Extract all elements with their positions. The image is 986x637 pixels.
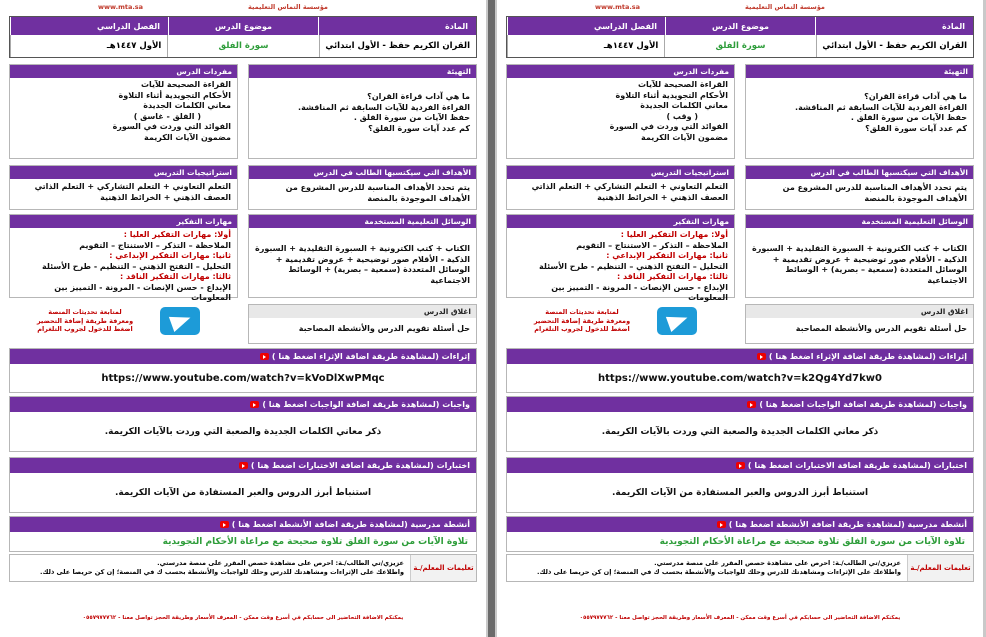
activities-section xyxy=(506,516,974,552)
intro-line: ما هي آداب قراءة القران؟ xyxy=(367,92,470,101)
tests-label: اختبارات (لمشاهدة طريقة اضافة الاختبارات اضغط هنا ) xyxy=(747,461,967,470)
enrichment-label: إثراءات (لمشاهدة طريقة اضافة الإثراء اضغط هنا ) xyxy=(768,352,967,361)
homework-label: واجبات (لمشاهدة طريقة اضافة الواجبات اضغط هنا ) xyxy=(759,400,967,409)
goals-box xyxy=(745,165,974,210)
enrichment-label: إثراءات (لمشاهدة طريقة اضافة الإثراء اضغط هنا ) xyxy=(271,352,470,361)
strategies-body: التعلم التعاوني + التعلم التشاركي + التعلم الذاتي العصف الذهني + الخرائط الذهنية xyxy=(531,182,728,202)
telegram-icon[interactable] xyxy=(160,307,200,335)
vocab-line: مضمون الآيات الكريمة xyxy=(144,132,231,142)
org-name: مؤسسة التماس التعليمية xyxy=(745,3,825,11)
tests-body: استنباط أبرز الدروس والعبر المستفادة من الآيات الكريمة. xyxy=(611,487,869,498)
goals-title: الأهداف التي سيكتسبها الطالب في الدرس xyxy=(746,166,973,179)
activities-section xyxy=(9,516,477,552)
notes-line: واطلاعك على الإثراءات ومشاهدتك للدرس وحلك للواجبات والأنشطة بحسب ك في المنصة؛ إن كن حريصا على ذلك. xyxy=(40,568,404,576)
homework-section xyxy=(9,396,477,452)
intro-title: التهيئة xyxy=(746,65,973,78)
header-topic: موضوع الدرس xyxy=(168,17,318,35)
header-subject: المادة xyxy=(318,17,476,35)
notes-line: عزيزي/تي الطالب/ـة: احرص على مشاهدة حصص المقرر على منصة مدرستي. xyxy=(157,559,404,567)
thinking-heading: ثانيا: مهارات التفكير الإبداعي : xyxy=(606,251,728,260)
term-value: الأول ١٤٤٧هـ xyxy=(10,35,167,57)
lesson-page xyxy=(497,0,983,637)
subject-value: القران الكريم حفظ - الأول ابتدائي xyxy=(319,35,476,57)
tests-body: استنباط أبرز الدروس والعبر المستفادة من الآيات الكريمة. xyxy=(114,487,372,498)
thinking-line: التحليل – التفتح الذهني – التنظيم - طرح الأسئلة xyxy=(42,261,231,271)
close-box xyxy=(745,304,974,344)
tests-label: اختبارات (لمشاهدة طريقة اضافة الاختبارات اضغط هنا ) xyxy=(250,461,470,470)
vocab-line: القراءة الصحيحة للآيات xyxy=(637,80,728,89)
vocab-line: الفوائد التي وردت في السورة xyxy=(112,122,231,131)
footer-text: يمكنكم الاضافة التحاضير الى حسابكم في أسرع وقت ممكن - المعرف الأسعار وطريقة الحجز تواصل معنا - ٠٥٥٧٩٧٧٧٦٢ xyxy=(579,615,901,621)
notes-label: تعليمات المعلم/ـة xyxy=(410,555,476,581)
activities-title[interactable] xyxy=(507,517,973,532)
activities-label: أنشطة مدرسية (لمشاهدة طريقة اضافة الأنشطة اضغط هنا ) xyxy=(728,520,967,529)
vocab-line: الفوائد التي وردت في السورة xyxy=(609,122,728,131)
thinking-line: الملاحظة – التذكر – الاستنتاج – التقويم xyxy=(576,240,728,250)
intro-box xyxy=(745,64,974,159)
tests-section xyxy=(506,457,974,513)
telegram-promo[interactable] xyxy=(20,308,150,334)
site-link[interactable]: www.mta.sa xyxy=(98,3,144,11)
thinking-box xyxy=(9,214,238,302)
tools-title: الوسائل التعليمية المستخدمة xyxy=(249,215,476,228)
intro-line: القراءة الفردية للآيات السابقة ثم المناقشة. xyxy=(795,102,967,112)
promo-line: ومعرفة طريقة إضافة التحضير xyxy=(533,316,631,325)
activities-body: تلاوة الآيات من سورة الفلق تلاوة صحيحة مع مراعاة الأحكام التجويدية xyxy=(659,536,965,547)
enrichment-title[interactable] xyxy=(10,349,476,364)
notes-line: عزيزي/تي الطالب/ـة: احرص على مشاهدة حصص المقرر على منصة مدرستي. xyxy=(654,559,901,567)
tools-box xyxy=(248,214,477,298)
close-title: اغلاق الدرس xyxy=(249,305,476,318)
teacher-notes xyxy=(506,554,974,582)
youtube-icon[interactable] xyxy=(717,521,726,528)
teacher-notes xyxy=(9,554,477,582)
footer-text: يمكنكم الاضافة التحاضير الى حسابكم في أسرع وقت ممكن - المعرف الأسعار وطريقة الحجز تواصل معنا - ٠٥٥٧٩٧٧٧٦٢ xyxy=(82,615,404,621)
goals-body: يتم تحدد الأهداف المناسبة للدرس المشروع من الأهداف الموجودة بالمنصة xyxy=(782,183,967,203)
notes-label: تعليمات المعلم/ـة xyxy=(907,555,973,581)
strategies-title: استراتيجيات التدريس xyxy=(507,166,734,179)
subject-value: القران الكريم حفظ - الأول ابتدائي xyxy=(816,35,973,57)
vocab-line: مضمون الآيات الكريمة xyxy=(641,132,728,142)
promo-line: لمتابعة تحديثات المنصة xyxy=(545,308,619,316)
activities-label: أنشطة مدرسية (لمشاهدة طريقة اضافة الأنشطة اضغط هنا ) xyxy=(231,520,470,529)
promo-line: لمتابعة تحديثات المنصة xyxy=(48,308,122,316)
homework-section xyxy=(506,396,974,452)
tests-title[interactable] xyxy=(507,458,973,473)
thinking-line: التحليل – التفتح الذهني – التنظيم - طرح الأسئلة xyxy=(539,261,728,271)
goals-title: الأهداف التي سيكتسبها الطالب في الدرس xyxy=(249,166,476,179)
header-term: الفصل الدراسي xyxy=(507,17,665,35)
thinking-heading: ثالثا: مهارات التفكير الناقد : xyxy=(120,272,231,281)
youtube-icon[interactable] xyxy=(220,521,229,528)
page-separator xyxy=(488,0,495,637)
header-term: الفصل الدراسي xyxy=(10,17,168,35)
intro-line: ما هي آداب قراءة القران؟ xyxy=(864,92,967,101)
header-table xyxy=(506,16,974,58)
header-table xyxy=(9,16,477,58)
thinking-line: الملاحظة – التذكر – الاستنتاج – التقويم xyxy=(79,240,231,250)
vocab-word: ( الفلق - غاسق ) xyxy=(133,111,201,121)
enrichment-title[interactable] xyxy=(507,349,973,364)
close-title: اغلاق الدرس xyxy=(746,305,973,318)
thinking-title: مهارات التفكير xyxy=(507,215,734,228)
strategies-box xyxy=(9,165,238,210)
telegram-promo[interactable] xyxy=(517,308,647,334)
thinking-heading: أولا: مهارات التفكير العليا : xyxy=(123,230,231,239)
vocab-line: الأحكام التجويدية أثناء التلاوة xyxy=(615,90,728,100)
intro-line: كم عدد آيات سورة الفلق؟ xyxy=(368,123,470,133)
vocab-box xyxy=(9,64,238,159)
vocab-line: الأحكام التجويدية أثناء التلاوة xyxy=(118,90,231,100)
notes-line: واطلاعك على الإثراءات ومشاهدتك للدرس وحلك للواجبات والأنشطة بحسب ك في المنصة؛ إن كن حريصا على ذلك. xyxy=(537,568,901,576)
enrichment-section xyxy=(506,348,974,393)
vocab-title: مفردات الدرس xyxy=(10,65,237,78)
promo-line: اضغط للدخول لجروب التلغرام xyxy=(534,325,630,333)
youtube-icon[interactable] xyxy=(260,353,269,360)
homework-title[interactable] xyxy=(507,397,973,412)
tools-box xyxy=(745,214,974,298)
goals-box xyxy=(248,165,477,210)
header-subject: المادة xyxy=(815,17,973,35)
thinking-title: مهارات التفكير xyxy=(10,215,237,228)
thinking-line: الإبداع - حسن الإنصات - المرونة - التمييز بين المعلومات xyxy=(551,282,728,302)
thinking-heading: ثالثا: مهارات التفكير الناقد : xyxy=(617,272,728,281)
strategies-box xyxy=(506,165,735,210)
thinking-heading: ثانيا: مهارات التفكير الإبداعي : xyxy=(109,251,231,260)
lesson-page xyxy=(0,0,486,637)
homework-label: واجبات (لمشاهدة طريقة اضافة الواجبات اضغط هنا ) xyxy=(262,400,470,409)
topic-value: سورة الفلق xyxy=(664,35,815,57)
youtube-icon[interactable] xyxy=(757,353,766,360)
tools-body: الكتاب + كتب الكترونية + السبورة التقليدية + السبورة الذكية - الأقلام صور توضيحية + عروض تقديمية + الوسائل المتعددة (سمعية – بصرية) + الوسائط الاجتماعية xyxy=(752,244,967,285)
intro-line: كم عدد آيات سورة الفلق؟ xyxy=(865,123,967,133)
vocab-title: مفردات الدرس xyxy=(507,65,734,78)
tools-title: الوسائل التعليمية المستخدمة xyxy=(746,215,973,228)
vocab-line: القراءة الصحيحة للآيات xyxy=(140,80,231,89)
activities-title[interactable] xyxy=(10,517,476,532)
thinking-box xyxy=(506,214,735,302)
enrichment-url[interactable]: https://www.youtube.com/watch?v=k2Qg4Yd7kw0 xyxy=(598,372,882,384)
youtube-icon[interactable] xyxy=(736,462,745,469)
youtube-icon[interactable] xyxy=(239,462,248,469)
intro-line: القراءة الفردية للآيات السابقة ثم المناقشة. xyxy=(298,102,470,112)
vocab-line: معاني الكلمات الجديدة xyxy=(143,101,231,110)
youtube-icon[interactable] xyxy=(747,401,756,408)
strategies-title: استراتيجيات التدريس xyxy=(10,166,237,179)
promo-line: ومعرفة طريقة إضافة التحضير xyxy=(36,316,134,325)
homework-title[interactable] xyxy=(10,397,476,412)
thinking-line: الإبداع - حسن الإنصات - المرونة - التمييز بين المعلومات xyxy=(54,282,231,302)
enrichment-url[interactable]: https://www.youtube.com/watch?v=kVoDlXwPMqc xyxy=(101,372,385,384)
intro-line: حفظ الآيات من سورة الفلق . xyxy=(353,113,470,122)
site-link[interactable]: www.mta.sa xyxy=(595,3,641,11)
header-topic: موضوع الدرس xyxy=(665,17,815,35)
close-box xyxy=(248,304,477,344)
enrichment-section xyxy=(9,348,477,393)
intro-title: التهيئة xyxy=(249,65,476,78)
close-body: حل أسئلة تقويم الدرس والأنشطة المصاحبة xyxy=(298,324,470,333)
vocab-box xyxy=(506,64,735,159)
close-body: حل أسئلة تقويم الدرس والأنشطة المصاحبة xyxy=(795,324,967,333)
goals-body: يتم تحدد الأهداف المناسبة للدرس المشروع من الأهداف الموجودة بالمنصة xyxy=(285,183,470,203)
homework-body: ذكر معاني الكلمات الجديدة والصعبة التي وردت بالآيات الكريمة. xyxy=(601,426,879,437)
tests-title[interactable] xyxy=(10,458,476,473)
intro-line: حفظ الآيات من سورة الفلق . xyxy=(850,113,967,122)
youtube-icon[interactable] xyxy=(250,401,259,408)
vocab-word: ( وقب ) xyxy=(666,111,698,121)
term-value: الأول ١٤٤٧هـ xyxy=(507,35,664,57)
activities-body: تلاوة الآيات من سورة الفلق تلاوة صحيحة مع مراعاة الأحكام التجويدية xyxy=(162,536,468,547)
telegram-icon[interactable] xyxy=(657,307,697,335)
tools-body: الكتاب + كتب الكترونية + السبورة التقليدية + السبورة الذكية - الأقلام صور توضيحية + عروض تقديمية + الوسائل المتعددة (سمعية – بصرية) + الوسائط الاجتماعية xyxy=(255,244,470,285)
intro-box xyxy=(248,64,477,159)
org-name: مؤسسة التماس التعليمية xyxy=(248,3,328,11)
homework-body: ذكر معاني الكلمات الجديدة والصعبة التي وردت بالآيات الكريمة. xyxy=(104,426,382,437)
strategies-body: التعلم التعاوني + التعلم التشاركي + التعلم الذاتي العصف الذهني + الخرائط الذهنية xyxy=(34,182,231,202)
vocab-line: معاني الكلمات الجديدة xyxy=(640,101,728,110)
tests-section xyxy=(9,457,477,513)
promo-line: اضغط للدخول لجروب التلغرام xyxy=(37,325,133,333)
thinking-heading: أولا: مهارات التفكير العليا : xyxy=(620,230,728,239)
topic-value: سورة الفلق xyxy=(167,35,318,57)
